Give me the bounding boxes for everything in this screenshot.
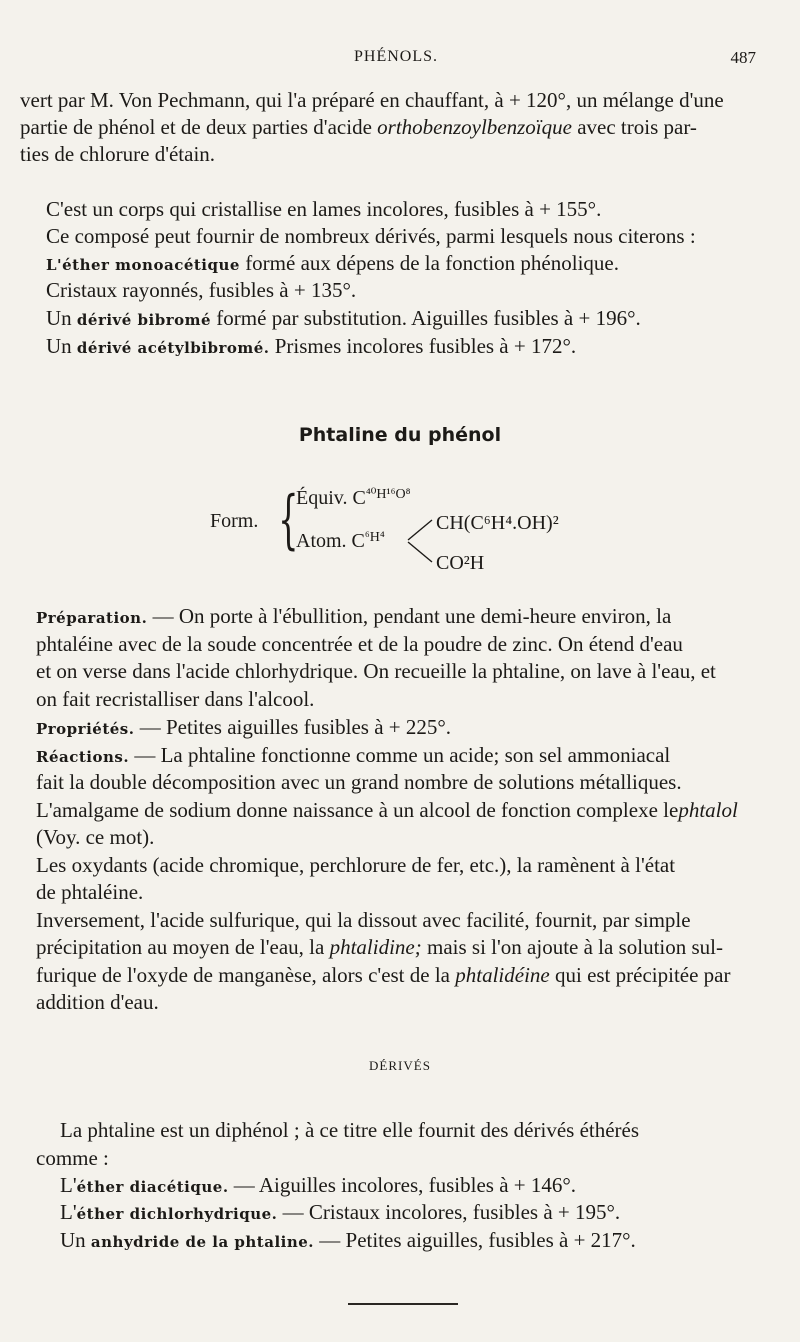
reactions-line-5: Les oxydants (acide chromique, perchlorure de fer, etc.), la ramènent à l'état xyxy=(36,853,676,877)
intro-line-3: ties de chlorure d'étain. xyxy=(20,142,216,166)
intro-line-1: vert par M. Von Pechmann, qui l'a préparé en chauffant, à + 120°, un mélange d'une xyxy=(20,88,724,112)
reactions-line-6: de phtaléine. xyxy=(36,880,144,904)
intro-line-2: partie de phénol et de deux parties d'acide orthobenzoylbenzoïque avec trois par- xyxy=(20,115,697,139)
derivative-anhydride: Un anhydride de la phtaline. — Petites aiguilles, fusibles à + 217°. xyxy=(60,1228,636,1252)
reactions-line-9: furique de l'oxyde de manganèse, alors c'est de la phtalidéine qui est précipitée par xyxy=(36,963,731,987)
branch-upper: CH(C⁶H⁴.OH)² xyxy=(436,512,559,534)
melting-point-line: C'est un corps qui cristallise en lames incolores, fusibles à + 155°. xyxy=(46,197,602,221)
page-number: 487 xyxy=(730,48,756,67)
derivatives-intro-line: Ce composé peut fournir de nombreux dérivés, parmi lesquels nous citerons : xyxy=(46,224,696,248)
reactions-line-8: précipitation au moyen de l'eau, la phtalidine; mais si l'on ajoute à la solution sul- xyxy=(36,935,723,959)
page-header xyxy=(36,48,756,72)
reactions-line-1: Réactions. — La phtaline fonctionne comme un acide; son sel ammoniacal xyxy=(36,743,671,767)
preparation-line-1: Préparation. — On porte à l'ébullition, pendant une demi-heure environ, la xyxy=(36,604,672,628)
preparation-line-2: phtaléine avec de la soude concentrée et de la poudre de zinc. On étend d'eau xyxy=(36,632,683,656)
preparation-line-3: et on verse dans l'acide chlorhydrique. On recueille la phtaline, on lave à l'eau, et xyxy=(36,659,716,683)
running-head: PHÉNOLS. xyxy=(353,48,438,65)
end-rule xyxy=(348,1303,458,1305)
section-title: Phtaline du phénol xyxy=(298,424,502,446)
derivative-diacetic: L'éther diacétique. — Aiguilles incolores, fusibles à + 146°. xyxy=(60,1173,577,1197)
derives-heading: DÉRIVÉS xyxy=(369,1058,431,1073)
preparation-line-4: on fait recristalliser dans l'alcool. xyxy=(36,687,315,711)
acetyldibromo-derivative-line: Un dérivé acétylbibromé. Prismes incolores fusibles à + 172°. xyxy=(46,334,577,358)
dibromo-derivative-line: Un dérivé bibromé formé par substitution. Aiguilles fusibles à + 196°. xyxy=(46,306,641,330)
derives-intro-2: comme : xyxy=(36,1146,109,1170)
brace-glyph: { xyxy=(278,483,299,557)
properties-line: Propriétés. — Petites aiguilles fusibles à + 225°. xyxy=(36,715,452,739)
bond-lines-icon xyxy=(406,516,436,566)
monoacetic-ether-line: L'éther monoacétique formé aux dépens de la fonction phénolique. xyxy=(46,251,619,275)
equiv-formula: Équiv. $C^{^{40}H^{16}O^8}$ xyxy=(296,487,411,509)
reactions-line-7: Inversement, l'acide sulfurique, qui la dissout avec facilité, fournit, par simple xyxy=(36,908,691,932)
reactions-line-3: L'amalgame de sodium donne naissance à un alcool de fonction complexe lephtalol xyxy=(36,798,738,822)
atom-formula: Atom. $C^{^6H^4}$ xyxy=(296,530,385,552)
derives-intro-1: La phtaline est un diphénol ; à ce titre elle fournit des dérivés éthérés xyxy=(60,1118,640,1142)
crystals-line: Cristaux rayonnés, fusibles à + 135°. xyxy=(46,278,357,302)
reactions-line-10: addition d'eau. xyxy=(36,990,159,1014)
chemical-formula xyxy=(210,478,590,588)
reactions-line-2: fait la double décomposition avec un grand nombre de solutions métalliques. xyxy=(36,770,682,794)
branch-lower: CO²H xyxy=(436,552,485,574)
formula-label: Form. xyxy=(210,510,259,532)
derivative-dichlorhydric: L'éther dichlorhydrique. — Cristaux incolores, fusibles à + 195°. xyxy=(60,1200,621,1224)
reactions-line-4: (Voy. ce mot). xyxy=(36,825,155,849)
